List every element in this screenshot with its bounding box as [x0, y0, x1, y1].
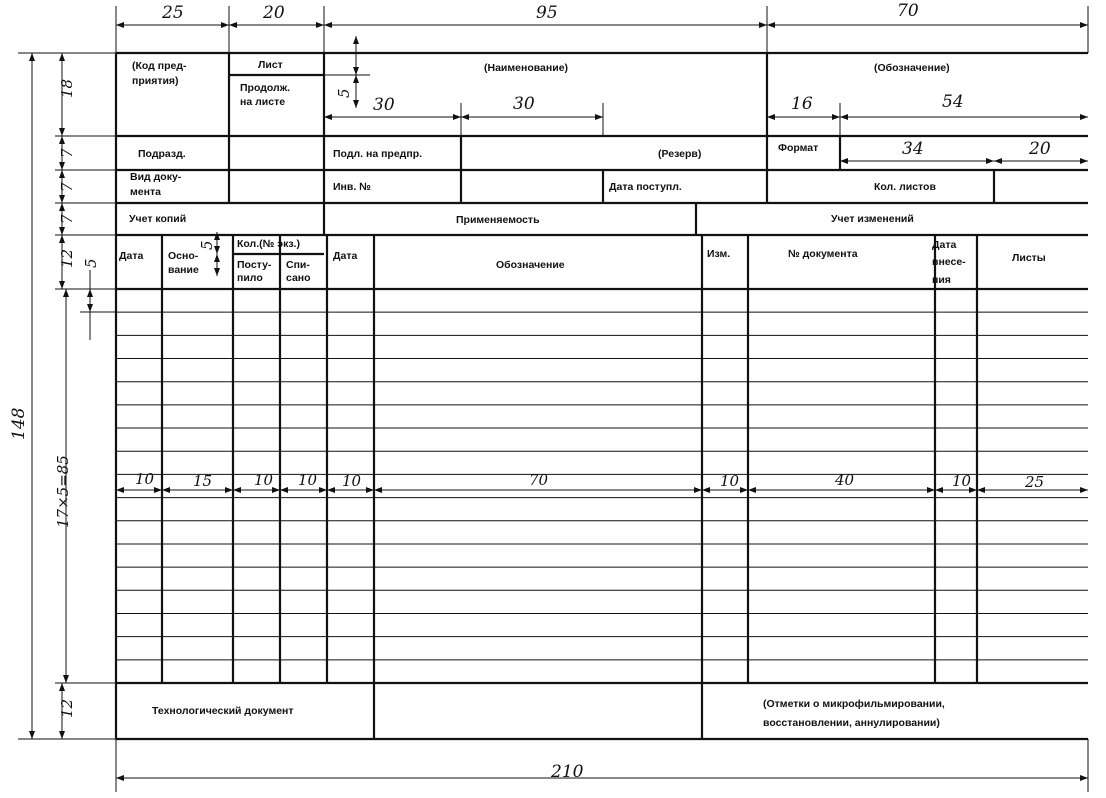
- dimension-arrowhead: [225, 487, 233, 493]
- dimension-arrowhead: [324, 22, 332, 28]
- dim-small-5a: 5: [335, 88, 353, 98]
- dim-rows-formula: 17×5=85: [54, 455, 72, 528]
- dimension-arrowhead: [453, 114, 461, 120]
- dim-format-34: 34: [902, 139, 924, 159]
- dimension-arrowhead: [116, 775, 124, 781]
- changes-section-label: Учет изменений: [831, 213, 914, 225]
- dimension-arrowhead: [366, 487, 374, 493]
- dimension-arrowhead: [154, 487, 162, 493]
- dimension-arrowhead: [214, 254, 220, 262]
- dimension-arrowhead: [272, 487, 280, 493]
- dim-col-10f: 10: [952, 472, 972, 490]
- dimension-arrowhead: [935, 487, 943, 493]
- header-block: [129, 59, 950, 226]
- dimension-arrowhead: [327, 487, 335, 493]
- col-written-off-2: сано: [286, 272, 311, 284]
- dim-col-70: 70: [529, 471, 549, 489]
- dimension-arrowhead: [59, 683, 65, 691]
- enterprise-code-label-2: приятия): [132, 75, 179, 87]
- applicability-section-label: Применяемость: [456, 214, 540, 226]
- col-date-entry-3: ния: [932, 274, 951, 286]
- col-doc-no: № документа: [788, 248, 858, 260]
- dimension-arrowhead: [840, 158, 848, 164]
- dimension-arrowhead: [374, 487, 382, 493]
- dimension-arrowhead: [1080, 114, 1088, 120]
- dim-col-25: 25: [1025, 473, 1045, 491]
- dimension-arrowhead: [986, 158, 994, 164]
- dim-left-12a: 12: [58, 248, 76, 268]
- dimension-arrowhead: [353, 36, 359, 44]
- dimension-arrowhead: [595, 114, 603, 120]
- dimension-arrowhead: [1080, 158, 1088, 164]
- dimension-arrowhead: [59, 195, 65, 203]
- dimension-arrowhead: [316, 22, 324, 28]
- designation-label: (Обозначение): [874, 62, 950, 74]
- dim-left-7a: 7: [58, 148, 76, 158]
- dimension-arrowhead: [63, 675, 69, 683]
- dim-desig-16: 16: [791, 94, 813, 114]
- dimension-arrowhead: [59, 53, 65, 61]
- dimension-arrowhead: [694, 487, 702, 493]
- dim-left-18: 18: [58, 78, 76, 98]
- col-basis-2: вание: [168, 264, 199, 276]
- dimension-arrowhead: [840, 114, 848, 120]
- dim-top-25: 25: [162, 3, 184, 23]
- dimension-arrowhead: [59, 136, 65, 144]
- dimension-arrowhead: [1080, 22, 1088, 28]
- dimension-arrowhead: [1080, 775, 1088, 781]
- col-basis: Осно-: [168, 250, 199, 262]
- dimension-arrowhead: [59, 235, 65, 243]
- dimension-arrowhead: [461, 114, 469, 120]
- continued-label-2: на листе: [240, 96, 286, 108]
- dimension-arrowhead: [1080, 487, 1088, 493]
- footer-block: [152, 698, 945, 729]
- dim-name-30b: 30: [513, 94, 535, 114]
- dim-format-20: 20: [1029, 139, 1051, 159]
- dim-name-30a: 30: [373, 95, 395, 115]
- copies-section-label: Учет копий: [129, 213, 187, 225]
- dimension-arrowhead: [280, 487, 288, 493]
- dimension-arrowhead: [233, 487, 241, 493]
- col-received-2: пило: [237, 272, 263, 284]
- sheet-label: Лист: [258, 59, 283, 71]
- dimension-arrowhead: [702, 487, 710, 493]
- dimension-arrowhead: [214, 268, 220, 276]
- dim-left-7c: 7: [58, 214, 76, 224]
- dimension-arrowhead: [832, 114, 840, 120]
- col-written-off: Спи-: [286, 259, 310, 271]
- dim-top-95: 95: [536, 3, 558, 23]
- dimension-arrowhead: [59, 227, 65, 235]
- dim-desig-54: 54: [942, 92, 964, 112]
- dimension-arrowhead: [59, 170, 65, 178]
- dim-total-width: 210: [551, 762, 584, 782]
- dim-row-height: 5: [82, 258, 100, 268]
- dimension-arrowhead: [59, 731, 65, 739]
- doc-type-label: Вид доку-: [130, 171, 182, 183]
- dim-col-10c: 10: [298, 471, 318, 489]
- dim-total-height: 148: [9, 407, 29, 440]
- format-label: Формат: [778, 142, 819, 154]
- dim-col-10d: 10: [342, 472, 362, 490]
- dimension-arrowhead: [353, 75, 359, 83]
- dim-col-10e: 10: [720, 472, 740, 490]
- reserve-label: (Резерв): [658, 148, 702, 160]
- dimension-arrowhead: [116, 22, 124, 28]
- dimension-arrowhead: [87, 304, 93, 312]
- dimension-arrowhead: [353, 100, 359, 108]
- dimension-labels: [9, 1, 1051, 782]
- dim-left-7b: 7: [58, 182, 76, 192]
- dim-col-40: 40: [835, 471, 855, 489]
- column-headers: [119, 238, 1046, 286]
- sign-enterprise-label: Подл. на предпр.: [333, 148, 423, 160]
- dimension-arrowhead: [740, 487, 748, 493]
- dimension-arrowhead: [116, 487, 124, 493]
- col-sheets: Листы: [1012, 252, 1046, 264]
- marks-label: (Отметки о микрофильмировании,: [763, 698, 945, 710]
- dim-small-5b: 5: [198, 240, 216, 250]
- dimension-arrowhead: [994, 158, 1002, 164]
- dimension-arrowhead: [29, 731, 35, 739]
- dim-col-10b: 10: [254, 471, 274, 489]
- dimension-arrowhead: [59, 162, 65, 170]
- marks-label-2: восстановлении, аннулировании): [763, 717, 940, 729]
- dimension-arrowhead: [63, 289, 69, 297]
- col-date: Дата: [119, 250, 144, 262]
- subdivision-label: Подразд.: [138, 148, 186, 160]
- date-received-label: Дата поступл.: [609, 181, 682, 193]
- dimension-arrowhead: [59, 281, 65, 289]
- dimension-arrowhead: [353, 67, 359, 75]
- col-change: Изм.: [707, 248, 731, 260]
- dim-col-10a: 10: [135, 470, 155, 488]
- col-designation: Обозначение: [496, 259, 565, 271]
- dimension-arrowhead: [29, 53, 35, 61]
- sheet-count-label: Кол. листов: [874, 181, 936, 193]
- dimension-arrowhead: [221, 22, 229, 28]
- doc-type-label-2: мента: [130, 186, 161, 198]
- col-received: Посту-: [237, 259, 272, 271]
- inv-no-label: Инв. №: [333, 181, 371, 193]
- tech-doc-label: Технологический документ: [152, 705, 294, 717]
- col-date-2: Дата: [333, 250, 358, 262]
- dimension-arrowhead: [87, 289, 93, 297]
- dimension-arrowhead: [748, 487, 756, 493]
- dimension-arrowhead: [59, 203, 65, 211]
- col-date-entry-2: внесе-: [932, 256, 966, 268]
- dim-top-20: 20: [263, 3, 285, 23]
- dimension-arrowhead: [59, 128, 65, 136]
- dimension-arrowhead: [767, 22, 775, 28]
- col-date-entry: Дата: [932, 239, 957, 251]
- dim-col-15: 15: [193, 472, 213, 490]
- dim-left-12b: 12: [58, 698, 76, 718]
- form-grid-lines: [18, 6, 1088, 792]
- continued-label: Продолж.: [240, 82, 291, 94]
- dimension-arrowhead: [324, 114, 332, 120]
- dim-top-70: 70: [897, 1, 919, 21]
- dimension-arrowhead: [319, 487, 327, 493]
- name-label: (Наименование): [484, 62, 569, 74]
- dimension-arrowhead: [977, 487, 985, 493]
- enterprise-code-label: (Код пред-: [132, 60, 187, 72]
- dimension-arrowhead: [767, 114, 775, 120]
- dimension-arrowhead: [759, 22, 767, 28]
- dimension-arrowhead: [927, 487, 935, 493]
- dimension-arrowhead: [229, 22, 237, 28]
- col-qty: Кол.(№ экз.): [237, 238, 300, 250]
- dimension-arrowhead: [162, 487, 170, 493]
